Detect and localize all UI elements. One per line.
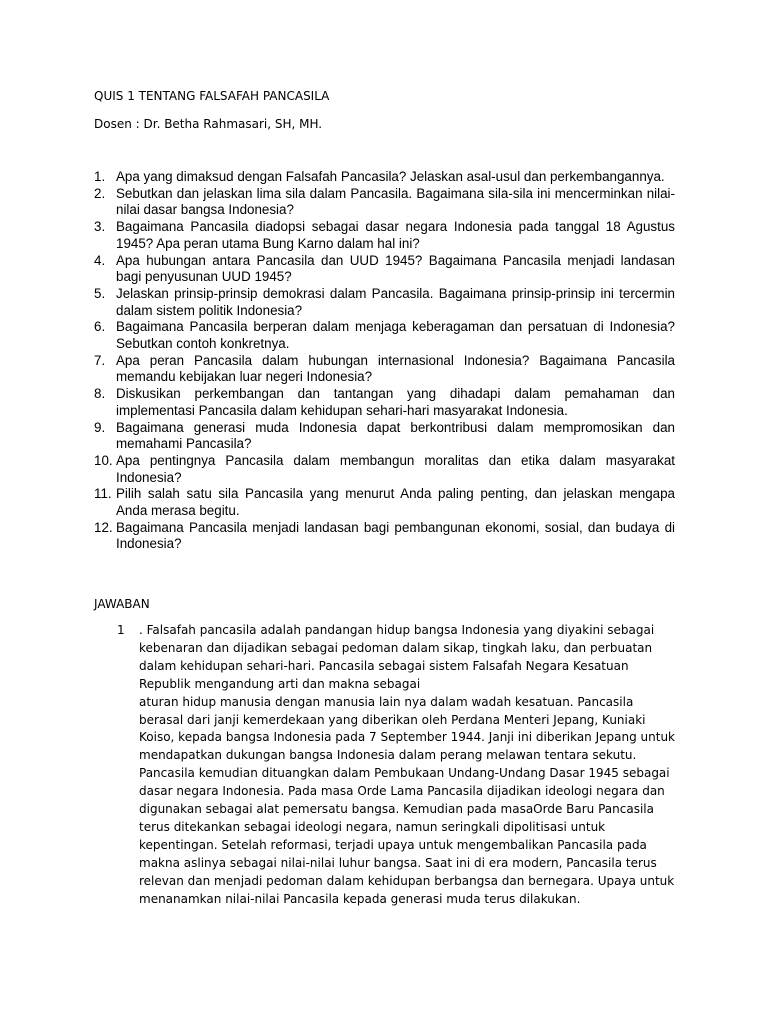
answer-body <box>139 622 677 909</box>
question-item <box>94 253 675 286</box>
question-text: Bagaimana Pancasila menjadi landasan bagi pembangunan ekonomi, sosial, dan budaya di Indonesia? <box>116 519 675 552</box>
question-text: Diskusikan perkembangan dan tantangan yang dihadapi dalam pemahaman dan implementasi Pancasila dalam kehidupan sehari-hari masyarakat Indonesia. <box>116 386 675 418</box>
question-text: Apa peran Pancasila dalam hubungan internasional Indonesia? Bagaimana Pancasila memandu kebijakan luar negeri Indonesia? <box>116 352 675 385</box>
question-number: 10. <box>94 452 113 468</box>
question-item <box>94 386 675 419</box>
question-item <box>94 353 675 386</box>
question-number: 3. <box>94 219 106 235</box>
question-text: Apa hubungan antara Pancasila dan UUD 1945? Bagaimana Pancasila menjadi landasan bagi penyusunan UUD 1945? <box>116 252 675 285</box>
question-number: 5. <box>94 285 106 301</box>
question-number: 11. <box>94 486 112 502</box>
answer-paragraph: Pancasila kemudian dituangkan dalam Pembukaan Undang-Undang Dasar 1945 sebagai dasar negara Indonesia. Pada masa Orde Lama Pancasila dijadikan ideologi negara dan digunakan sebagai alat pemersatu bangsa. Kemudian pada masaOrde Baru Pancasila terus ditekankan sebagai ideologi negara, namun seringkali dipolitisasi untuk kepentingan. Setelah reformasi, terjadi upaya untuk mengembalikan Pancasila pada makna aslinya sebagai nilai-nilai luhur bangsa. Saat ini di era modern, Pancasila terus relevan dan menjadi pedoman dalam kehidupan berbangsa dan bernegara. Upaya untuk menanamkan nilai-nilai Pancasila kepada generasi muda terus dilakukan. <box>139 766 675 906</box>
lecturer-line: Dosen : Dr. Betha Rahmasari, SH, MH. <box>94 117 323 131</box>
question-number: 6. <box>94 319 106 335</box>
question-number: 7. <box>94 352 106 368</box>
question-text: Jelaskan prinsip-prinsip demokrasi dalam Pancasila. Bagaimana prinsip-prinsip ini tercermin dalam sistem politik Indonesia? <box>116 285 675 318</box>
question-text: Apa pentingnya Pancasila dalam membangun moralitas dan etika dalam masyarakat Indonesia? <box>116 452 675 485</box>
question-text: Bagaimana Pancasila berperan dalam menjaga keberagaman dan persatuan di Indonesia? Sebutkan contoh konkretnya. <box>116 319 675 352</box>
question-item <box>94 286 675 319</box>
question-number: 12. <box>94 519 113 535</box>
question-item <box>94 219 675 252</box>
question-text: Bagaimana generasi muda Indonesia dapat berkontribusi dalam mempromosikan dan memahami Pancasila? <box>116 419 675 452</box>
question-number: 8. <box>94 386 106 402</box>
question-item <box>94 486 675 519</box>
question-number: 4. <box>94 252 106 268</box>
question-item <box>94 319 675 352</box>
question-item <box>94 453 675 486</box>
question-text: Apa yang dimaksud dengan Falsafah Pancasila? Jelaskan asal-usul dan perkembangannya. <box>116 169 665 184</box>
answer-number: 1 <box>117 623 125 637</box>
question-item <box>94 420 675 453</box>
question-item <box>94 520 675 553</box>
answer-item <box>117 622 677 909</box>
answer-paragraph: . Falsafah pancasila adalah pandangan hidup bangsa Indonesia yang diyakini sebagai kebenaran dan dijadikan sebagai pedoman dalam sikap, tingkah laku, dan perbuatan dalam kehidupan sehari-hari. Pancasila sebagai sistem Falsafah Negara Kesatuan Republik mengandung arti dan makna sebagai <box>139 623 655 691</box>
question-text: Sebutkan dan jelaskan lima sila dalam Pancasila. Bagaimana sila-sila ini mencerminkan nilai-nilai dasar bangsa Indonesia? <box>116 185 675 218</box>
answer-paragraph: aturan hidup manusia dengan manusia lain nya dalam wadah kesatuan. Pancasila berasal dari janji kemerdekaan yang diberikan oleh Perdana Menteri Jepang, Kuniaki Koiso, kepada bangsa Indonesia pada 7 September 1944. Janji ini diberikan Jepang untuk mendapatkan dukungan bangsa Indonesia dalam perang melawan tentara sekutu. <box>139 694 676 763</box>
question-item <box>94 186 675 219</box>
question-list <box>94 169 675 553</box>
question-text: Pilih salah satu sila Pancasila yang menurut Anda paling penting, dan jelaskan mengapa Anda merasa begitu. <box>116 486 675 519</box>
question-item <box>94 169 675 186</box>
question-text: Bagaimana Pancasila diadopsi sebagai dasar negara Indonesia pada tanggal 18 Agustus 1945? Apa peran utama Bung Karno dalam hal ini? <box>116 219 675 251</box>
question-number: 2. <box>94 185 106 201</box>
question-number: 1. <box>94 169 106 184</box>
answer-heading: JAWABAN <box>94 597 150 611</box>
question-number: 9. <box>94 419 106 435</box>
quiz-title: QUIS 1 TENTANG FALSAFAH PANCASILA <box>94 89 330 103</box>
